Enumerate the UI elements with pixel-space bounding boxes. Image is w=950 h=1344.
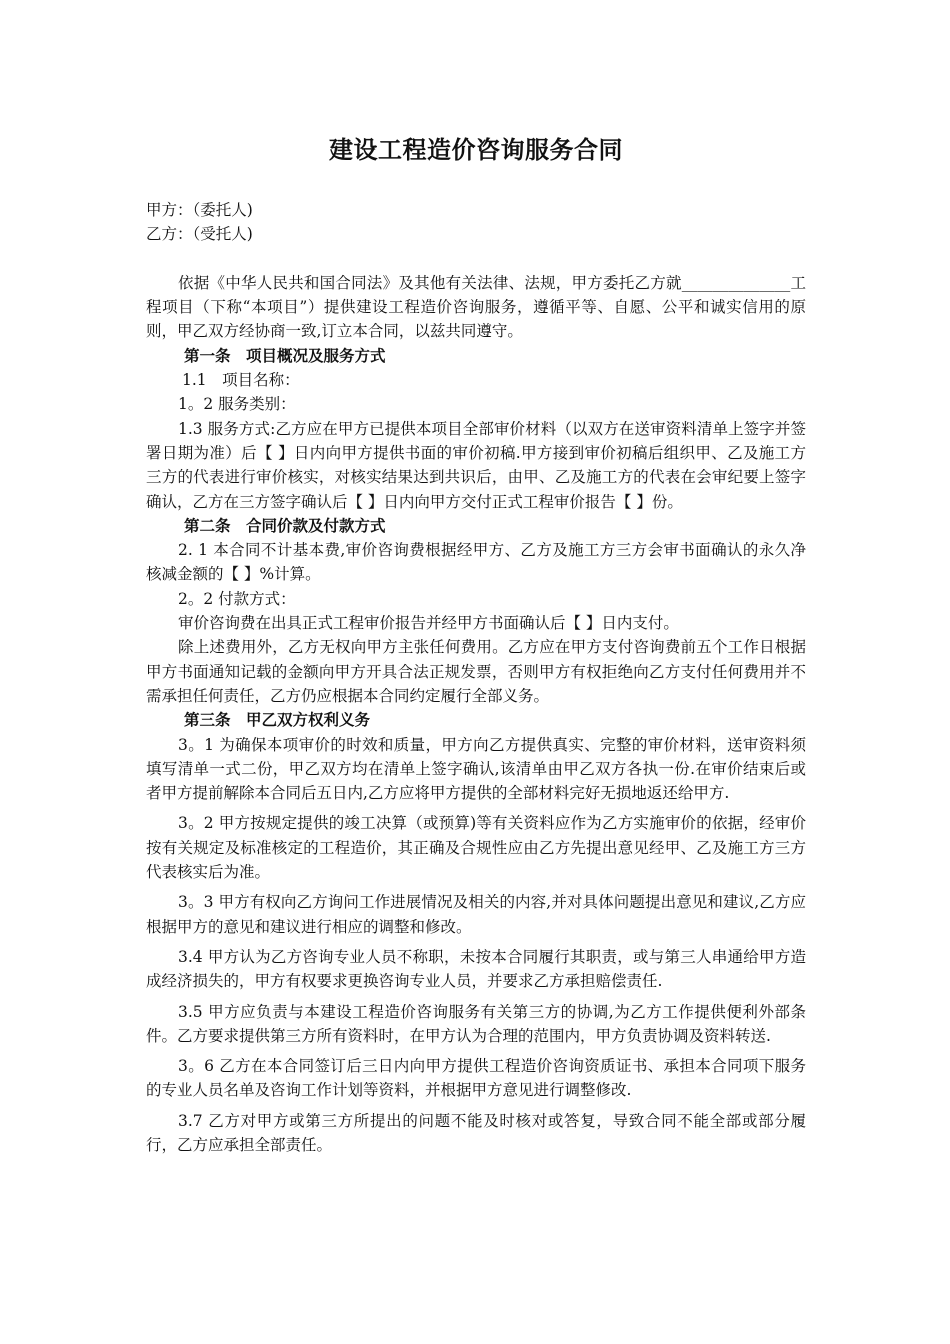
article-2-item-2: 2。2 付款方式： [178,589,296,608]
article-3-item-2: 3。2 甲方按规定提供的竣工决算（或预算)等有关资料应作为乙方实施审价的依据，经审价按有关规定及标准核定的工程造价，其正确及合规性应由乙方先提出意见经甲、乙及施工方三方代表核实后为准。 [146,814,806,882]
document-body [146,198,806,1157]
article-1-item-3: 1.3 服务方式:乙方应在甲方已提供本项目全部审价材料（以双方在送审资料清单上签字并签署日期为准）后【 】日内向甲方提供书面的审价初稿.甲方接到审价初稿后组织甲、乙及施工方三方的代表进行审价核实，对核实结果达到共识后，由甲、乙及施工方的代表在会审纪要上签字确认，乙方在三方签字确认后【 】日内向甲方交付正式工程审价报告【 】份。 [146,419,806,511]
article-3-item-6: 3。6 乙方在本合同签订后三日内向甲方提供工程造价咨询资质证书、承担本合同项下服务的专业人员名单及咨询工作计划等资料，并根据甲方意见进行调整修改. [146,1057,806,1100]
article-3-item-4: 3.4 甲方认为乙方咨询专业人员不称职，未按本合同履行其职责，或与第三人串通给甲方造成经济损失的，甲方有权要求更换咨询专业人员，并要求乙方承担赔偿责任. [146,947,806,991]
article-1-item-1: 1.1 项目名称： [182,371,300,390]
article-2-item-1: 2. 1 本合同不计基本费,审价咨询费根据经甲方、乙方及施工方三方会审书面确认的永久净核减金额的【 】%计算。 [146,541,806,584]
party-b-line: 乙方：（受托人) [146,225,253,244]
article-3-item-7: 3.7 乙方对甲方或第三方所提出的问题不能及时核对或答复，导致合同不能全部或部分履行，乙方应承担全部责任。 [146,1111,806,1154]
party-a-line: 甲方：（委托人) [146,201,253,219]
article-3-heading: 第三条 甲乙双方权利义务 [184,710,371,730]
article-2-item-3: 审价咨询费在出具正式工程审价报告并经甲方书面确认后【 】日内支付。 [178,614,679,633]
blank-line [146,247,806,271]
article-3-item-1: 3。1 为确保本项审价的时效和质量，甲方向乙方提供真实、完整的审价材料，送审资料须填写清单一式二份，甲乙双方均在清单上签字确认,该清单由甲乙双方各执一份.在审价结束后或者甲方提前解除本合同后五日内,乙方应将甲方提供的全部材料完好无损地返还给甲方. [146,735,806,803]
article-2-item-4: 除上述费用外，乙方无权向甲方主张任何费用。乙方应在甲方支付咨询费前五个工作日根据甲方书面通知记载的金额向甲方开具合法正规发票，否则甲方有权拒绝向乙方支付任何费用并不需承担任何责任，乙方仍应根据本合同约定履行全部义务。 [146,638,806,705]
article-1-heading: 第一条 项目概况及服务方式 [184,345,386,365]
preamble-paragraph: 依据《中华人民共和国合同法》及其他有关法律、法规，甲方委托乙方就______________工程项目（下称“本项目”）提供建设工程造价咨询服务，遵循平等、自愿、公平和诚实信用的原则，甲乙双方经协商一致,订立本合同，以兹共同遵守。 [146,273,806,341]
article-1-item-2: 1。2 服务类别： [178,395,296,414]
document-title: 建设工程造价咨询服务合同 [329,135,623,164]
article-3-item-3: 3。3 甲方有权向乙方询问工作进展情况及相关的内容,并对具体问题提出意见和建议,乙方应根据甲方的意见和建议进行相应的调整和修改。 [146,893,806,936]
article-2-heading: 第二条 合同价款及付款方式 [184,515,386,535]
article-3-item-5: 3.5 甲方应负责与本建设工程造价咨询服务有关第三方的协调,为乙方工作提供便利外部条件。乙方要求提供第三方所有资料时，在甲方认为合理的范围内，甲方负责协调及资料转送. [146,1002,806,1045]
